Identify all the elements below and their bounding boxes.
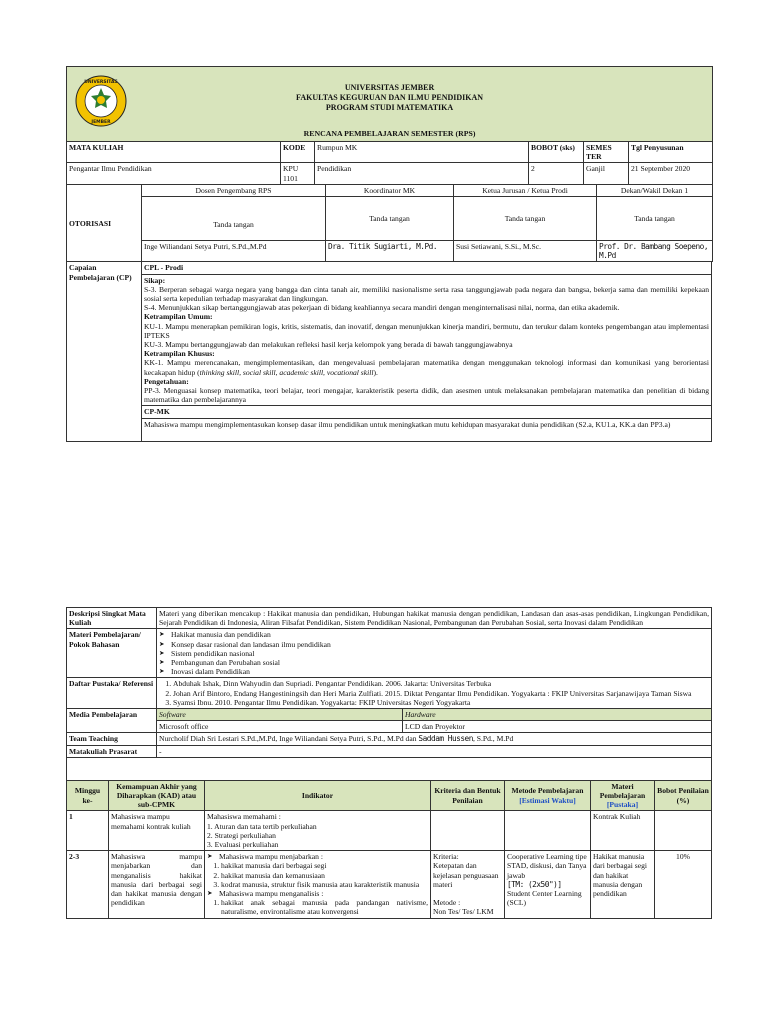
ku-title: Ketrampilan Umum: [144,312,213,322]
team-label: Team Teaching [67,733,157,745]
team-content: Nurcholif Diah Sri Lestari S.Pd.,M.Pd, Inge Wiliandani Setya Putri, S.Pd., M.Pd dan Saddam Hussen, S.Pd., M.Pd [157,733,712,745]
faculty-name: FAKULTAS KEGURUAN DAN ILMU PENDIDIKAN [296,93,484,102]
materi-cell: Kontrak Kuliah [591,811,655,851]
col-metode: Metode Pembelajaran [Estimasi Waktu] [505,780,591,811]
sikap-s4: S-4. Menunjukkan sikap bertanggungjawab atas pekerjaan di bidang keahliannya secara mandiri dengan menginternalisasi nilai, norma, dan etika akademik. [144,303,620,313]
cpmk-header: CP-MK [142,406,712,418]
name-koordinator: Dra. Titik Sugiarti, M.Pd. [326,241,454,262]
pustaka-label: Daftar Pustaka/ Referensi [67,678,157,709]
sikap-title: Sikap: [144,275,166,285]
kad-cell: Mahasiswa mampu menjabarkan dan menganalisis hakikat manusia dari berbagai segi dan hakikat manusia dengan pendidikan [109,851,205,918]
metode-cell [505,811,591,851]
prasyarat-value: - [157,745,712,757]
metode-cell: Cooperative Learning tipe STAD, diskusi, dan Tanya jawab [TM: (2x50")] Student Center Learning (SCL) [505,851,591,918]
signature-dosen: Tanda tangan [142,197,326,241]
cpmk-content: Mahasiswa mampu mengimplementasukan konsep dasar ilmu pendidikan untuk meningkatkan mutu kehidupan masyarakat dunia pendidikan (S2.a, KU1.a, KK.a dan PP3.a) [142,418,712,441]
materi-item: ➤ Hakikat manusia dan pendidikan [159,630,709,639]
name-dekan: Prof. Dr. Bambang Soepeno, M.Pd [597,241,713,262]
kode-label: KODE [281,142,315,163]
course-rumpun: Pendidikan [315,163,529,184]
course-semester: Ganjil [584,163,629,184]
cp-label: Capaian Pembelajaran (CP) [67,262,142,441]
week-cell: 1 [67,811,109,851]
course-code: KPU 1101 [281,163,315,184]
materi-item: ➤ Pembangunan dan Perubahan sosial [159,658,709,667]
rps-page-1 [66,66,712,442]
materi-item: ➤ Inovasi dalam Pendidikan [159,667,709,676]
program-name: PROGRAM STUDI MATEMATIKA [325,103,454,112]
otorisasi-label: OTORISASI [67,184,142,262]
materi-item: ➤ Konsep dasar rasional dan landasan ilmu pendidikan [159,640,709,649]
capaian-table [66,261,712,441]
pustaka-item: 1. Abduhak Ishak, Dinn Wahyudin dan Supriadi. Pengantar Pendidikan. 2006. Jakarta: Universitas Terbuka [173,679,709,688]
role-dosen: Dosen Pengembang RPS [142,184,326,196]
role-ketua: Ketua Jurusan / Ketua Prodi [454,184,597,196]
col-materi: Materi Pembelajaran [Pustaka] [591,780,655,811]
prasyarat-label: Matakuliah Prasarat [67,745,157,757]
bobot-cell [655,811,712,851]
table-row [67,851,712,918]
bobot-cell: 10% [655,851,712,918]
col-kad: Kemampuan Akhir yang Diharapkan (KAD) atau sub-CPMK [109,780,205,811]
kad-cell: Mahasiswa mampu memahami kontrak kuliah [109,811,205,851]
materi-label: Materi Pembelajaran/ Pokok Bahasan [67,629,157,678]
mata-kuliah-label: MATA KULIAH [67,142,281,163]
signature-dekan: Tanda tangan [597,197,713,241]
hardware-label: Hardware [403,709,712,721]
kk-title: Ketrampilan Khusus: [144,349,215,359]
kriteria-cell: Kriteria: Ketepatan dan kejelasan penguasaan materi Metode : Non Tes/ Tes/ LKM [431,851,505,918]
col-indikator: Indikator [205,780,431,811]
svg-text:UNIVERSITAS: UNIVERSITAS [84,80,118,85]
course-detail-table [66,607,712,758]
software-value: Microsoft office [157,721,403,733]
pustaka-item: 2. Johan Arif Bintoro, Endang Hangestiningsih dan Heri Maria Zulfiati. 2015. Diktat Pengantar Ilmu Pendidikan. Yogyakarta : FKIP Universitas Sarjanawijaya Taman Siswa [173,689,709,698]
kriteria-cell [431,811,505,851]
materi-item: ➤ Sistem pendidikan nasional [159,649,709,658]
pp-3: PP-3. Menguasai konsep matematika, teori belajar, teori mengajar, karakteristik peserta didik, dan asesmen untuk melaksanakan pembelajaran matematika dan penelitian di bidang matematika dan pembelajarannya [144,386,709,405]
semester-label: SEMES TER [584,142,629,163]
kk-1: KK-1. Mampu merencanakan, mengimplementasikan, dan mengevaluasi pembelajaran matematika dengan menggunakan teknologi informasi dan komunikasi yang berorientasi kecakapan hidup (thinking skill, social skill, academic skill, vocational skill). [144,358,709,377]
course-date: 21 September 2020 [629,163,713,184]
bobot-label: BOBOT (sks) [529,142,584,163]
pustaka-item: 3. Syamsi Ibnu. 2010. Pengantar Ilmu Pendidikan. Yogyakarta: FKIP Universitas Negeri Yogyakarta [173,698,709,707]
course-bobot: 2 [529,163,584,184]
cpl-content [142,274,712,406]
col-kriteria: Kriteria dan Bentuk Penilaian [431,780,505,811]
signature-ketua: Tanda tangan [454,197,597,241]
rps-page-2 [66,607,712,919]
cpl-header: CPL - Prodi [142,262,712,274]
university-header [67,67,713,142]
col-bobot: Bobot Penilaian (%) [655,780,712,811]
hardware-value: LCD dan Proyektor [403,721,712,733]
signature-koordinator: Tanda tangan [326,197,454,241]
name-dosen: Inge Wiliandani Setya Putri, S.Pd.,M.Pd [142,241,326,262]
table-row [67,811,712,851]
rumpun-label: Rumpun MK [315,142,529,163]
deskripsi-label: Deskripsi Singkat Mata Kuliah [67,608,157,629]
indikator-cell: Mahasiswa memahami : 1. Aturan dan tata tertib perkuliahan 2. Strategi perkuliahan 3. Evaluasi perkuliahan [205,811,431,851]
rps-header-table [66,66,713,185]
ku-1: KU-1. Mampu menerapkan pemikiran logis, kritis, sistematis, dan inovatif, dengan menunjukkan kinerja mandiri, bermutu, dan terukur dalam konteks pengembangan atau implementasi IPTEKS [144,321,709,340]
otorisasi-table [66,184,713,263]
course-name: Pengantar Ilmu Pendidikan [67,163,281,184]
col-minggu: Minggu ke- [67,780,109,811]
materi-cell: Hakikat manusia dari berbagai segi dan hakikat manusia dengan pendidikan [591,851,655,918]
university-name: UNIVERSITAS JEMBER [344,83,435,92]
name-ketua: Susi Setiawani, S.Si., M.Sc. [454,241,597,262]
sikap-s3: S-3. Berperan sebagai warga negara yang bangga dan cinta tanah air, memiliki nasionalisme serta rasa tanggungjawab pada negara dan bangsa, bekerja sama dan memiliki kepekaan sosial serta kepedulian terhadap masyarakat dan lingkungan. [144,284,709,304]
media-label: Media Pembelajaran [67,709,157,733]
pengetahuan-title: Pengetahuan: [144,376,189,386]
ku-3: KU-3. Mampu bertanggungjawab dan melakukan refleksi hasil kerja kelompok yang berada di bawah tanggungjawabnya [144,340,513,350]
indikator-cell: ➤ Mahasiswa mampu menjabarkan : 1. hakikat manusia dari berbagai segi 2. hakikat manusia dan kemanusiaan 3. kodrat manusia, struktur fisik manusia atau karakteristik manusia ➤ Mahasiswa mampu menganalisis : 1. hakikat anak sebagai manusia pada pandangan nativisme, naturalisme, environtalisme atau konvergensi [205,851,431,918]
software-label: Software [157,709,403,721]
week-cell: 2-3 [67,851,109,918]
document-title: RENCANA PEMBELAJARAN SEMESTER (RPS) [303,128,476,138]
materi-content [157,629,712,678]
svg-text:JEMBER: JEMBER [91,120,111,125]
pustaka-content [157,678,712,709]
role-koordinator: Koordinator MK [326,184,454,196]
role-dekan: Dekan/Wakil Dekan 1 [597,184,713,196]
deskripsi-content: Materi yang diberikan mencakup : Hakikat manusia dan pendidikan, Hubungan hakikat manusia dengan pendidikan, Landasan dan asas-asas pendidikan, Lingkungan Pendidikan, Sejarah Pendidikan di Indonesia, Aliran Filsafat Pendidikan, Sistem Pendidikan Nasional, Pembangunan dan Perubahan Sosial, serta Inovasi dalam Pendidikan [157,608,712,629]
tgl-label: Tgl Penyusunan [629,142,713,163]
schedule-table [66,780,712,919]
